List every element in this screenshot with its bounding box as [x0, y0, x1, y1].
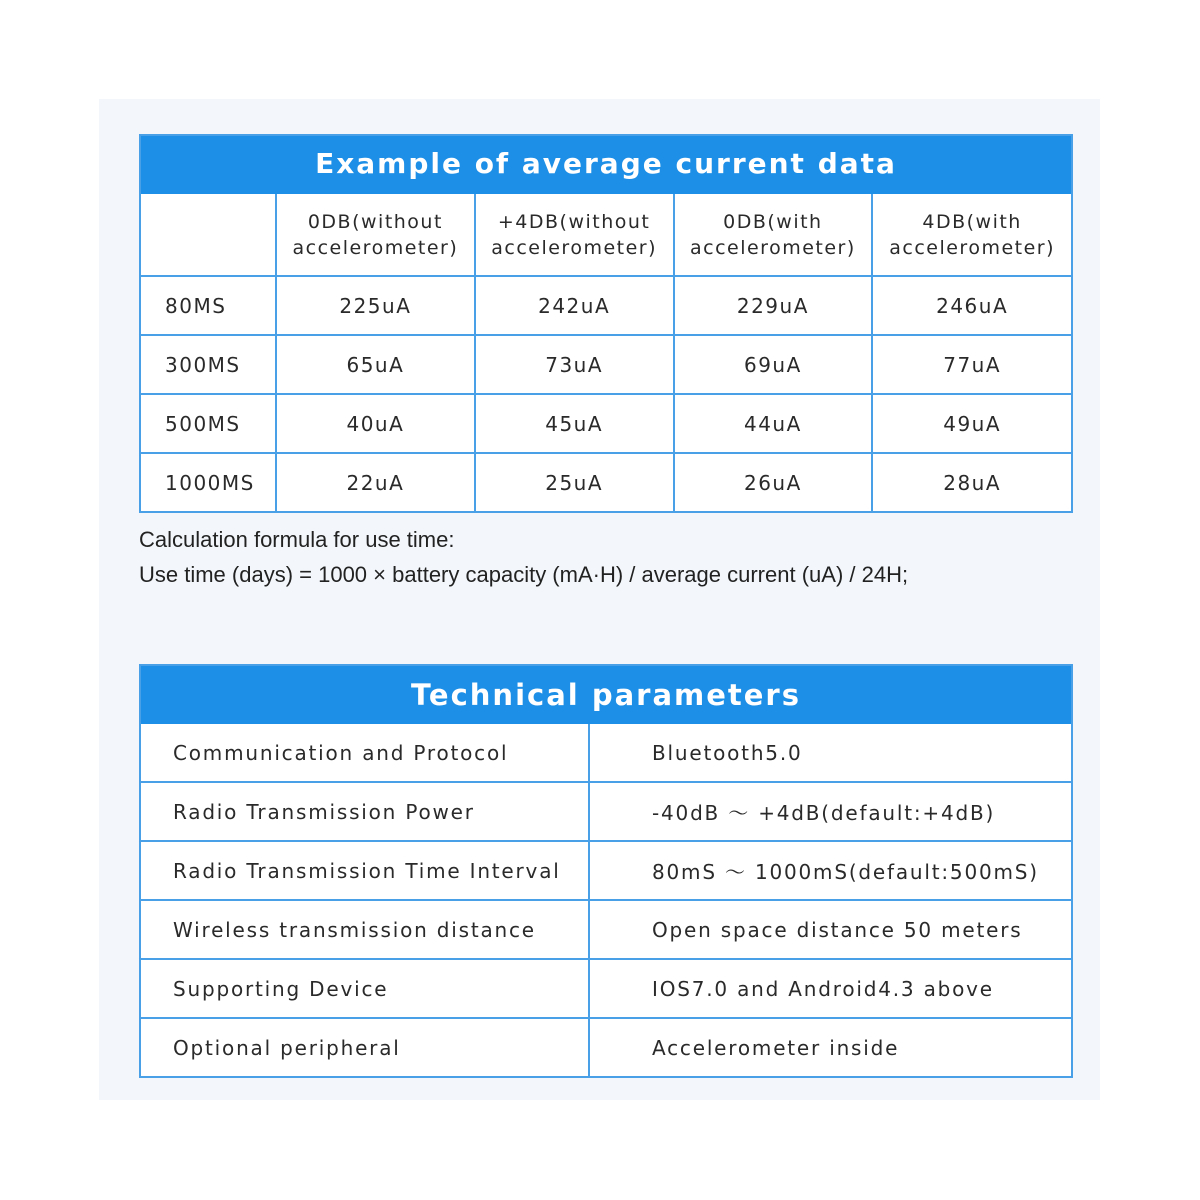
current-value: 22uA [276, 453, 475, 511]
table-row [141, 900, 1071, 959]
parameter-label: Radio Transmission Time Interval [141, 841, 589, 900]
table-row [141, 453, 1071, 511]
parameter-value: -40dB ～ +4dB(default:+4dB) [589, 782, 1071, 841]
average-current-title: Example of average current data [141, 136, 1071, 194]
interval-label: 80MS [141, 276, 276, 335]
average-current-grid [141, 194, 1071, 511]
current-value: 246uA [872, 276, 1071, 335]
average-current-table [139, 134, 1073, 513]
current-value: 25uA [475, 453, 674, 511]
technical-parameters-title: Technical parameters [141, 666, 1071, 724]
parameter-label: Radio Transmission Power [141, 782, 589, 841]
header-cell: 0DB(with accelerometer) [674, 194, 873, 276]
header-row [141, 194, 1071, 276]
table-row [141, 724, 1071, 782]
current-value: 49uA [872, 394, 1071, 453]
current-value: 40uA [276, 394, 475, 453]
formula-expression: Use time (days) = 1000 × battery capacity (mA·H) / average current (uA) / 24H; [139, 562, 909, 587]
interval-label: 500MS [141, 394, 276, 453]
table-row [141, 959, 1071, 1018]
current-value: 45uA [475, 394, 674, 453]
current-value: 44uA [674, 394, 873, 453]
header-cell: 4DB(with accelerometer) [872, 194, 1071, 276]
header-cell-empty [141, 194, 276, 276]
current-value: 229uA [674, 276, 873, 335]
current-value: 65uA [276, 335, 475, 394]
header-cell: 0DB(without accelerometer) [276, 194, 475, 276]
current-value: 28uA [872, 453, 1071, 511]
parameter-label: Optional peripheral [141, 1018, 589, 1076]
parameter-value: Accelerometer inside [589, 1018, 1071, 1076]
table-row [141, 394, 1071, 453]
current-value: 26uA [674, 453, 873, 511]
table-row [141, 335, 1071, 394]
current-value: 242uA [475, 276, 674, 335]
parameter-value: Open space distance 50 meters [589, 900, 1071, 959]
table-row [141, 1018, 1071, 1076]
current-value: 73uA [475, 335, 674, 394]
interval-label: 300MS [141, 335, 276, 394]
parameter-value: Bluetooth5.0 [589, 724, 1071, 782]
formula-heading: Calculation formula for use time: [139, 527, 455, 552]
table-row [141, 782, 1071, 841]
interval-label: 1000MS [141, 453, 276, 511]
table-row [141, 841, 1071, 900]
current-value: 77uA [872, 335, 1071, 394]
technical-parameters-grid [141, 724, 1071, 1076]
technical-parameters-table [139, 664, 1073, 1078]
current-value: 225uA [276, 276, 475, 335]
parameter-label: Communication and Protocol [141, 724, 589, 782]
parameter-value: IOS7.0 and Android4.3 above [589, 959, 1071, 1018]
header-cell: +4DB(without accelerometer) [475, 194, 674, 276]
parameter-label: Wireless transmission distance [141, 900, 589, 959]
parameter-value: 80mS ～ 1000mS(default:500mS) [589, 841, 1071, 900]
table-row [141, 276, 1071, 335]
current-value: 69uA [674, 335, 873, 394]
use-time-formula [139, 522, 1039, 592]
parameter-label: Supporting Device [141, 959, 589, 1018]
